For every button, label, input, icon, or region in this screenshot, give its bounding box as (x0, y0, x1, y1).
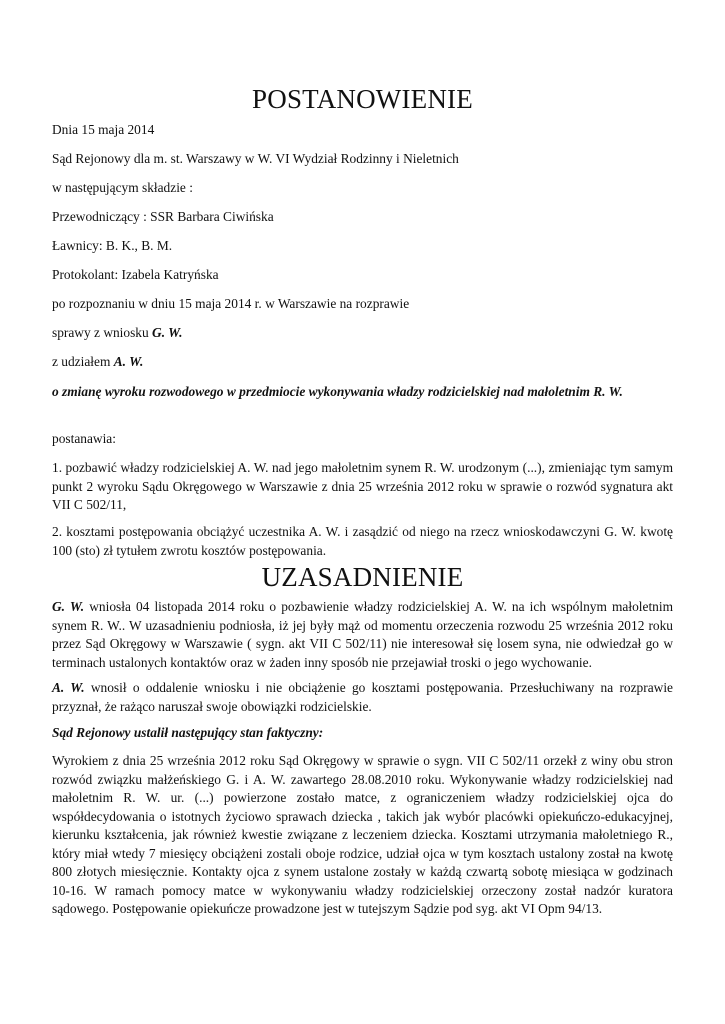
paragraph-2-text: wnosił o oddalenie wniosku i nie obciążenie go kosztami postępowania. Przesłuchiwany na rozprawie przyznał, że rażąco naruszał swoje obowiązki rodzicielskie. (52, 680, 673, 714)
case-prefix: sprawy z wniosku (52, 325, 153, 340)
applicant-name: G. W. (152, 325, 183, 340)
ruling-point-1: 1. pozbawić władzy rodzicielskiej A. W. nad jego małoletnim synem R. W. urodzonym (...), zmieniając tym samym punkt 2 wyroku Sądu Okręgowego w Warszawie z dnia 25 września 2012 roku w sprawie o rozwód sygnatura akt VII C 502/11, (52, 460, 673, 512)
justification-paragraph-2 (52, 679, 673, 716)
justification-title: UZASADNIENIE (261, 562, 464, 592)
justification-paragraph-1 (52, 598, 673, 672)
participant-name: A. W. (113, 354, 144, 369)
composition-intro: w następującym składzie : (52, 180, 193, 195)
paragraph-1-text: wniosła 04 listopada 2014 roku o pozbawienie władzy rodzicielskiej A. W. na ich wspólnym małoletnim synem R. W.. W uzasadnieniu podniosła, iż jej były mąż od momentu orzeczenia rozwodu 25 września 2012 roku przez Sąd Okręgowy w Warszawie ( sygn. akt VII C 502/11) nie interesował się losem syna, nie odwiedzał go w terminach ustalonych kontaktów oraz w żaden inny sposób nie przejawiał troski o jego wychowanie. (52, 599, 673, 670)
date-line: Dnia 15 maja 2014 (52, 122, 155, 137)
ruling-point-2: 2. kosztami postępowania obciążyć uczestnika A. W. i zasądzić od niego na rzecz wnioskodawczyni G. W. kwotę 100 (sto) zł tytułem zwrotu kosztów postępowania. (52, 524, 673, 558)
participant-prefix: z udziałem (52, 354, 114, 369)
lay-judges-line: Ławnicy: B. K., B. M. (52, 238, 173, 253)
participant-name-ref: A. W. (52, 680, 85, 695)
clerk-line: Protokolant: Izabela Katryńska (52, 267, 219, 282)
participant-line (52, 353, 673, 371)
case-line (52, 324, 673, 342)
court-line: Sąd Rejonowy dla m. st. Warszawy w W. VI Wydział Rodzinny i Nieletnich (52, 151, 459, 166)
facts-heading: Sąd Rejonowy ustalił następujący stan faktyczny: (52, 725, 324, 740)
facts-paragraph: Wyrokiem z dnia 25 września 2012 roku Sąd Okręgowy w sprawie o sygn. VII C 502/11 orzekł z winy obu stron rozwód związku małżeńskiego G. i A. W. zawartego 28.08.2010 roku. Wykonywanie władzy rodzicielskiej nad małoletnim R. W. ur. (...) powierzone zostało matce, z ograniczeniem władzy rodzicielskiej ojca do współdecydowania o istotnych życiowo sprawach dziecka , takich jak wybór placówki opiekuńczo-edukacyjnej, kierunku kształcenia, jak również kwestie związane z leczeniem dziecka. Kosztami utrzymania małoletniego R., który miał wtedy 7 miesięcy obciążeni zostali oboje rodzice, udział ojca w tym kosztach ustalony został na kwotę 800 złotych miesięcznie. Kontakty ojca z synem ustalone zostały w każdą czwartą sobotę miesiąca w godzinach 10-16. W ramach pomocy matce w wykonywaniu władzy rodzicielskiej orzeczony został nadzór kuratora sądowego. Postępowanie opiekuńcze prowadzone jest w tutejszym Sądzie pod syg. akt VI Opm 94/13. (52, 753, 673, 916)
chair-line: Przewodniczący : SSR Barbara Ciwińska (52, 209, 274, 224)
case-subject: o zmianę wyroku rozwodowego w przedmiocie wykonywania władzy rodzicielskiej nad małoletnim R. W. (52, 384, 623, 399)
decides-line: postanawia: (52, 431, 116, 446)
document-title: POSTANOWIENIE (252, 84, 473, 114)
applicant-name-ref: G. W. (52, 599, 85, 614)
hearing-line: po rozpoznaniu w dniu 15 maja 2014 r. w Warszawie na rozprawie (52, 296, 410, 311)
